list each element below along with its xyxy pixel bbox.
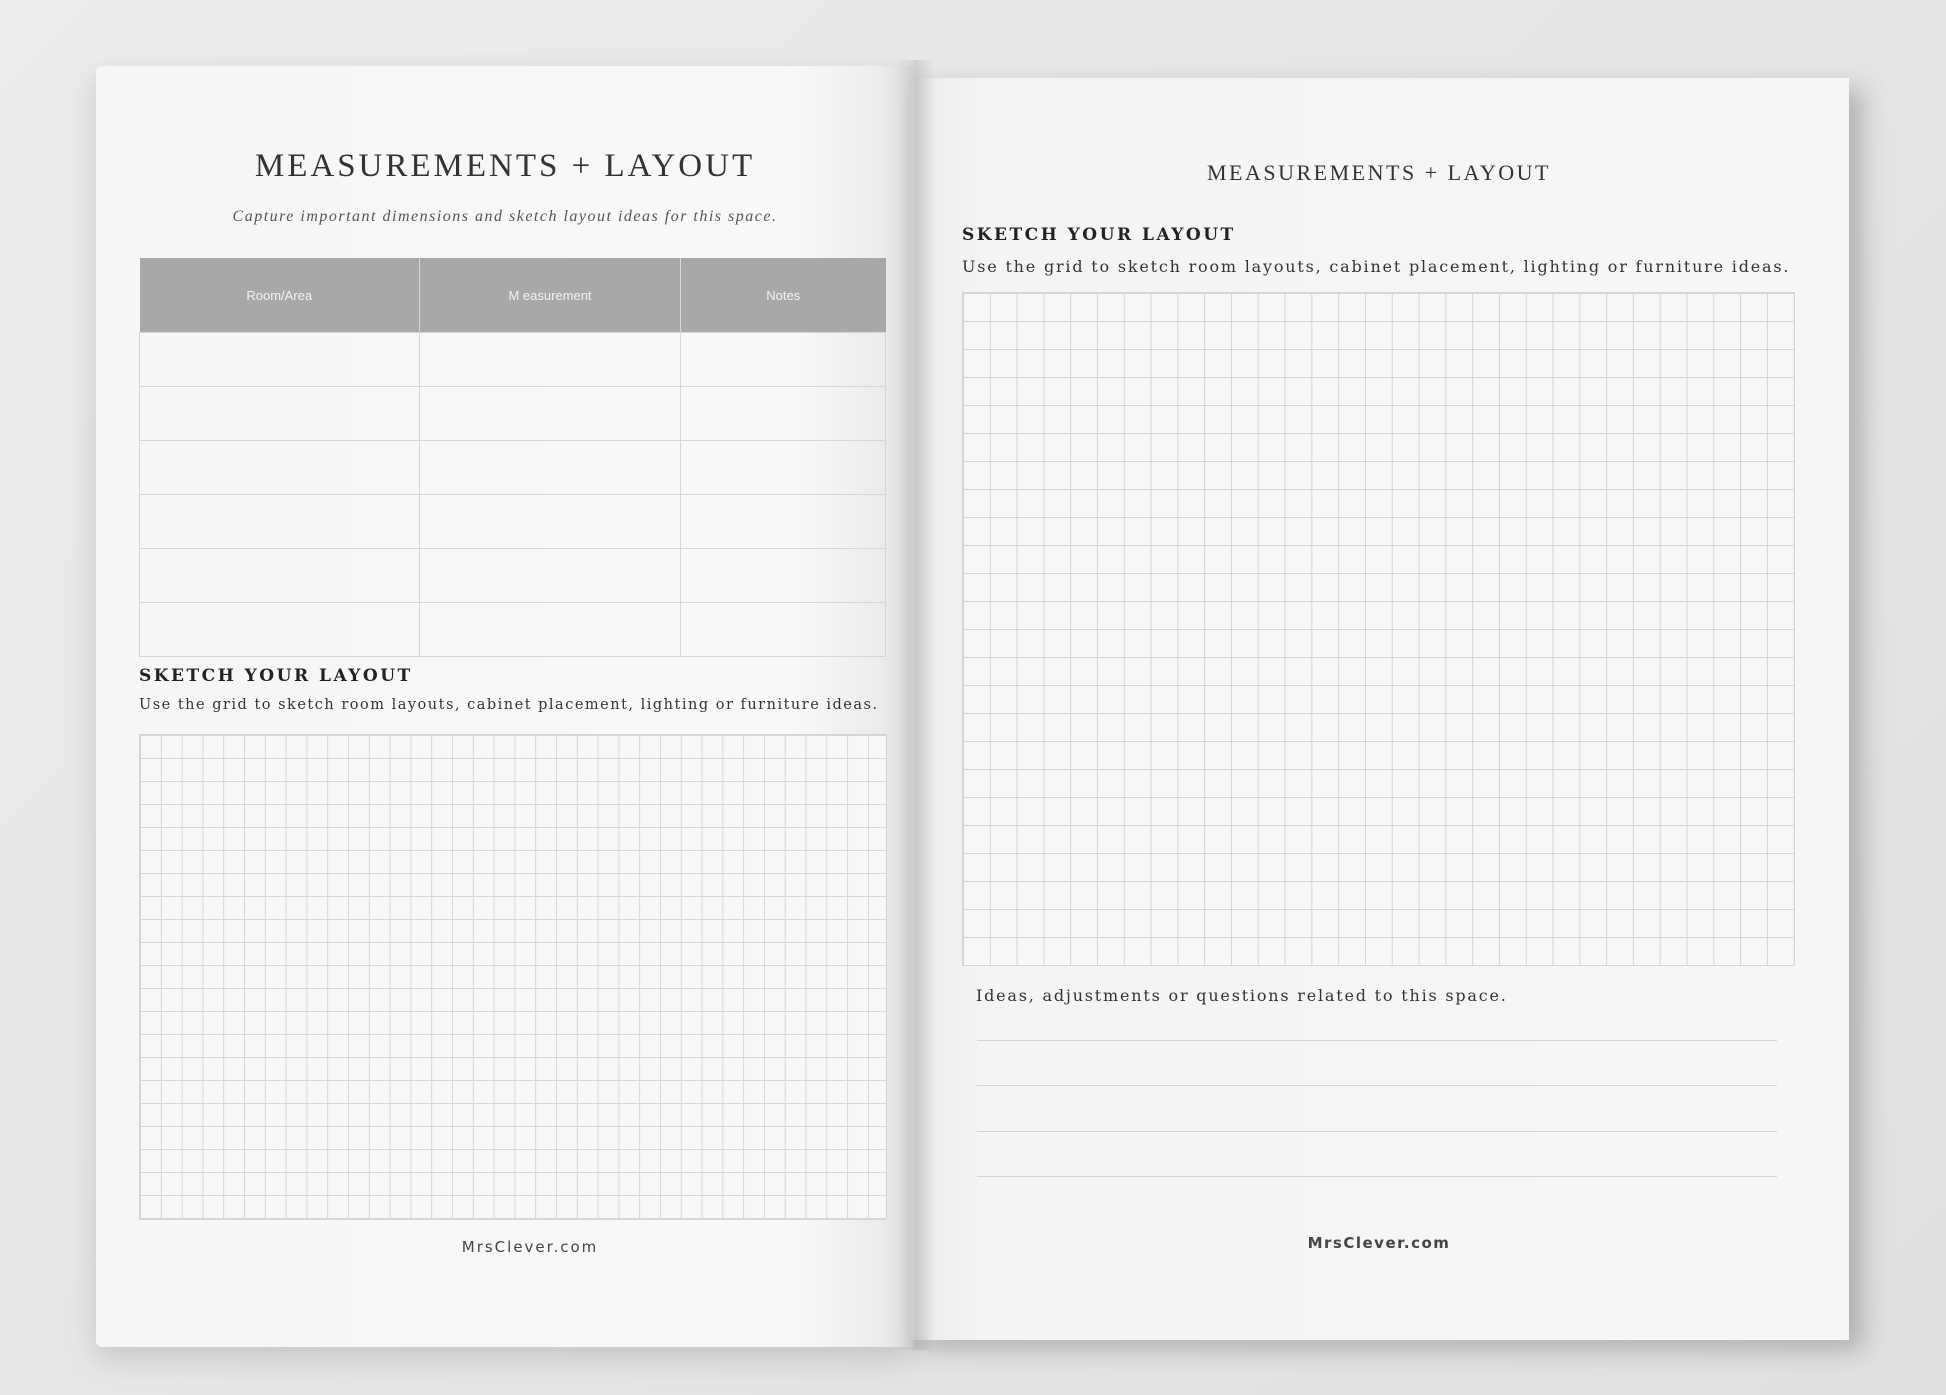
- table-header-row: [140, 258, 886, 333]
- table-cell[interactable]: [420, 549, 681, 603]
- table-cell[interactable]: [681, 441, 886, 495]
- page-subtitle: Capture important dimensions and sketch layout ideas for this space.: [232, 208, 778, 225]
- page-title: MEASUREMENTS + LAYOUT: [1207, 160, 1551, 185]
- table-cell[interactable]: [420, 603, 681, 657]
- table-cell[interactable]: [681, 549, 886, 603]
- table-cell[interactable]: [420, 387, 681, 441]
- notes-prompt: Ideas, adjustments or questions related to this space.: [976, 986, 1508, 1005]
- table-header-notes: Notes: [681, 258, 886, 333]
- sketch-grid[interactable]: [962, 292, 1795, 966]
- table-cell[interactable]: [140, 441, 420, 495]
- sketch-subtext: Use the grid to sketch room layouts, cabinet placement, lighting or furniture ideas.: [962, 257, 1791, 276]
- notes-line[interactable]: [977, 1040, 1777, 1041]
- notes-line[interactable]: [977, 1085, 1777, 1086]
- table-cell[interactable]: [681, 333, 886, 387]
- table-cell[interactable]: [681, 387, 886, 441]
- table-cell[interactable]: [140, 603, 420, 657]
- table-cell[interactable]: [140, 549, 420, 603]
- notes-line[interactable]: [977, 1131, 1777, 1132]
- table-cell[interactable]: [420, 441, 681, 495]
- right-page: [909, 78, 1849, 1340]
- notes-line[interactable]: [977, 1176, 1777, 1177]
- table-cell[interactable]: [140, 495, 420, 549]
- page-footer: MrsClever.com: [1307, 1234, 1451, 1252]
- measurements-table: [139, 258, 886, 657]
- table-header-measurement: M easurement: [420, 258, 681, 333]
- page-footer: MrsClever.com: [461, 1238, 599, 1256]
- table-header-room: Room/Area: [140, 258, 420, 333]
- sketch-subtext: Use the grid to sketch room layouts, cabinet placement, lighting or furniture ideas.: [139, 697, 879, 713]
- sketch-heading: SKETCH YOUR LAYOUT: [962, 225, 1236, 245]
- page-title: MEASUREMENTS + LAYOUT: [254, 148, 756, 184]
- table-row: [140, 333, 886, 387]
- table-cell[interactable]: [140, 387, 420, 441]
- sketch-grid[interactable]: [139, 734, 887, 1220]
- table-cell[interactable]: [140, 333, 420, 387]
- table-row: [140, 549, 886, 603]
- left-page: [96, 66, 914, 1347]
- table-cell[interactable]: [681, 495, 886, 549]
- table-row: [140, 603, 886, 657]
- table-cell[interactable]: [681, 603, 886, 657]
- table-cell[interactable]: [420, 495, 681, 549]
- table-row: [140, 441, 886, 495]
- table-row: [140, 495, 886, 549]
- sketch-heading: SKETCH YOUR LAYOUT: [139, 666, 413, 686]
- table-row: [140, 387, 886, 441]
- table-cell[interactable]: [420, 333, 681, 387]
